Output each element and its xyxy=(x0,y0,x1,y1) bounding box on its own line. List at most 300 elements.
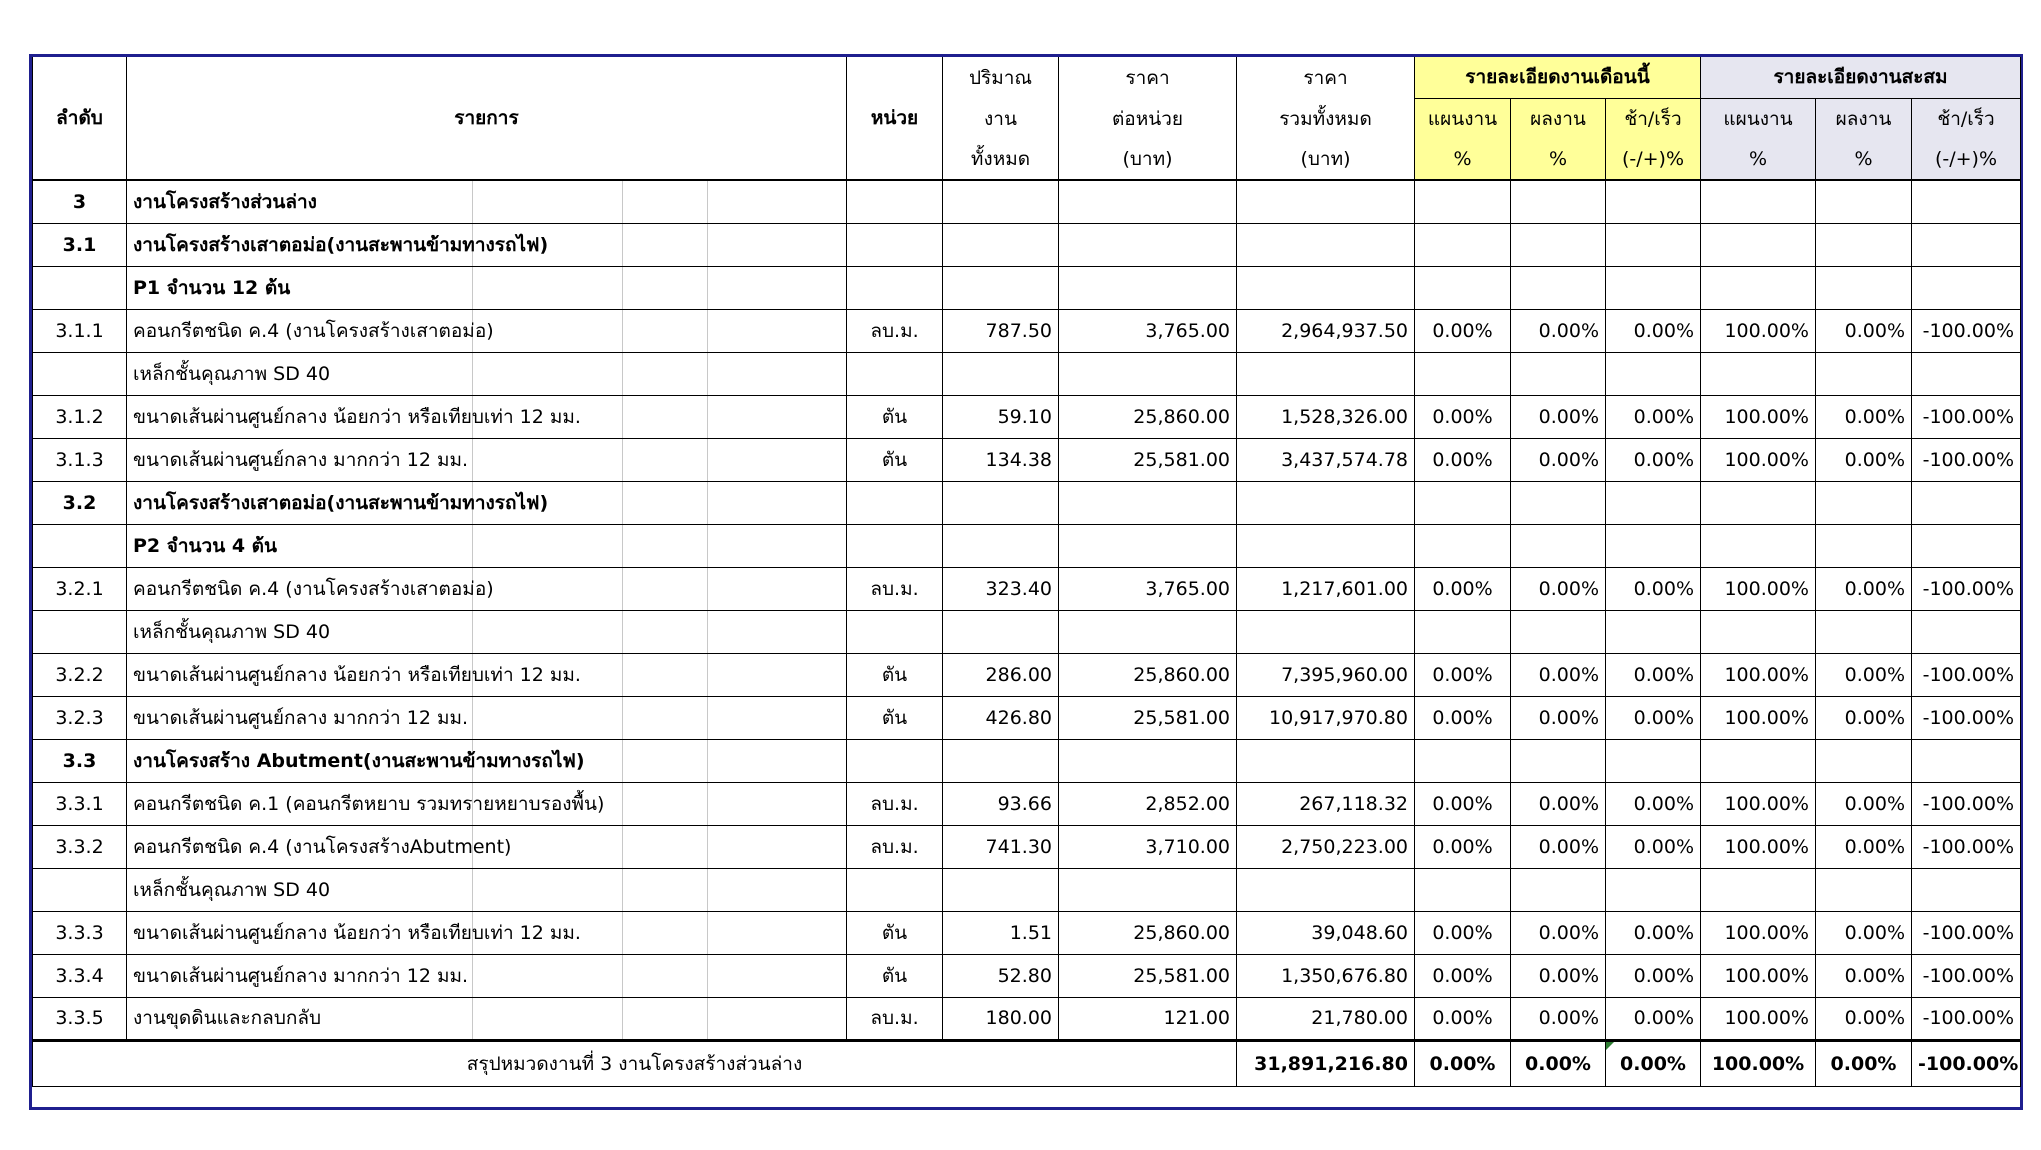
row-cum-diff xyxy=(1912,610,2021,653)
row-month-diff: 0.00% xyxy=(1606,309,1701,352)
row-month-diff xyxy=(1606,739,1701,782)
row-unit xyxy=(847,180,943,223)
row-unit-price xyxy=(1059,352,1237,395)
row-total-price: 7,395,960.00 xyxy=(1237,653,1415,696)
table-row xyxy=(33,395,2021,438)
row-qty: 134.38 xyxy=(943,438,1059,481)
table-row xyxy=(33,782,2021,825)
header-qty-2: งาน xyxy=(943,98,1059,139)
row-cum-plan xyxy=(1701,739,1816,782)
row-seq: 3.2 xyxy=(33,481,127,524)
row-seq: 3.3.2 xyxy=(33,825,127,868)
gridline xyxy=(622,568,623,610)
gridline xyxy=(707,740,708,782)
row-cum-diff xyxy=(1912,868,2021,911)
gridline xyxy=(707,826,708,868)
gridline xyxy=(472,181,473,223)
header-month-diff: ช้า/เร็ว xyxy=(1606,98,1701,139)
gridline xyxy=(622,998,623,1039)
row-desc-text: คอนกรีตชนิด ค.1 (คอนกรีตหยาบ รวมทรายหยาบรองพื้น) xyxy=(133,792,605,815)
gridline xyxy=(707,310,708,352)
row-cum-diff xyxy=(1912,266,2021,309)
table-row xyxy=(33,954,2021,997)
row-desc xyxy=(127,481,847,524)
row-unit: ตัน xyxy=(847,395,943,438)
row-month-plan xyxy=(1415,868,1511,911)
row-cum-result: 0.00% xyxy=(1816,567,1912,610)
row-qty: 1.51 xyxy=(943,911,1059,954)
row-qty: 323.40 xyxy=(943,567,1059,610)
gridline xyxy=(707,181,708,223)
gridline xyxy=(622,310,623,352)
gridline xyxy=(707,353,708,395)
gridline xyxy=(622,697,623,739)
row-total-price: 2,964,937.50 xyxy=(1237,309,1415,352)
gridline xyxy=(472,955,473,997)
summary-month-result: 0.00% xyxy=(1511,1040,1606,1086)
row-cum-result xyxy=(1816,352,1912,395)
gridline xyxy=(472,353,473,395)
gridline xyxy=(472,697,473,739)
gridline xyxy=(622,955,623,997)
row-month-result xyxy=(1511,223,1606,266)
row-qty xyxy=(943,868,1059,911)
row-seq: 3.3.3 xyxy=(33,911,127,954)
gridline xyxy=(472,525,473,567)
table-row xyxy=(33,868,2021,911)
row-seq: 3.2.3 xyxy=(33,696,127,739)
table-row xyxy=(33,653,2021,696)
header-cum-diff: ช้า/เร็ว xyxy=(1912,98,2021,139)
table-row xyxy=(33,352,2021,395)
row-month-result: 0.00% xyxy=(1511,911,1606,954)
row-cum-diff: -100.00% xyxy=(1912,653,2021,696)
row-total-price: 1,217,601.00 xyxy=(1237,567,1415,610)
row-unit-price: 25,581.00 xyxy=(1059,438,1237,481)
row-desc-text: ขนาดเส้นผ่านศูนย์กลาง น้อยกว่า หรือเทียบเท่า 12 มม. xyxy=(133,663,581,686)
header-month-plan: แผนงาน xyxy=(1415,98,1511,139)
row-desc-text: คอนกรีตชนิด ค.4 (งานโครงสร้างเสาตอม่อ) xyxy=(133,319,494,342)
table-row xyxy=(33,438,2021,481)
row-desc-text: ขนาดเส้นผ่านศูนย์กลาง มากกว่า 12 มม. xyxy=(133,706,469,729)
row-month-plan: 0.00% xyxy=(1415,782,1511,825)
row-desc xyxy=(127,739,847,782)
header-month-result: ผลงาน xyxy=(1511,98,1606,139)
row-desc xyxy=(127,610,847,653)
row-cum-plan: 100.00% xyxy=(1701,653,1816,696)
row-cum-diff: -100.00% xyxy=(1912,782,2021,825)
row-month-plan xyxy=(1415,524,1511,567)
row-month-plan xyxy=(1415,180,1511,223)
row-month-result: 0.00% xyxy=(1511,395,1606,438)
row-cum-diff: -100.00% xyxy=(1912,309,2021,352)
row-month-diff xyxy=(1606,223,1701,266)
row-cum-result: 0.00% xyxy=(1816,825,1912,868)
row-seq: 3.3.4 xyxy=(33,954,127,997)
row-seq: 3.3 xyxy=(33,739,127,782)
row-desc xyxy=(127,782,847,825)
row-unit-price: 2,852.00 xyxy=(1059,782,1237,825)
row-cum-plan xyxy=(1701,352,1816,395)
header-row-1 xyxy=(33,57,2021,98)
row-cum-plan xyxy=(1701,266,1816,309)
row-cum-plan xyxy=(1701,223,1816,266)
gridline xyxy=(622,826,623,868)
row-cum-plan: 100.00% xyxy=(1701,911,1816,954)
summary-total: 31,891,216.80 xyxy=(1237,1040,1415,1086)
header-month-diff-unit: (-/+)% xyxy=(1606,139,1701,180)
row-cum-plan: 100.00% xyxy=(1701,567,1816,610)
row-desc-text: งานขุดดินและกลบกลับ xyxy=(133,1007,322,1029)
row-unit xyxy=(847,266,943,309)
row-cum-result: 0.00% xyxy=(1816,954,1912,997)
row-month-result xyxy=(1511,739,1606,782)
summary-cum-diff: -100.00% xyxy=(1912,1040,2021,1086)
row-unit xyxy=(847,223,943,266)
row-month-result xyxy=(1511,868,1606,911)
row-unit xyxy=(847,481,943,524)
row-month-plan: 0.00% xyxy=(1415,954,1511,997)
row-month-plan xyxy=(1415,610,1511,653)
row-total-price xyxy=(1237,223,1415,266)
header-price-2: ต่อหน่วย xyxy=(1059,98,1237,139)
table-row xyxy=(33,825,2021,868)
row-desc xyxy=(127,825,847,868)
row-month-result xyxy=(1511,352,1606,395)
row-cum-result: 0.00% xyxy=(1816,653,1912,696)
gridline xyxy=(472,439,473,481)
row-unit: ตัน xyxy=(847,653,943,696)
row-desc-text: เหล็กชั้นคุณภาพ SD 40 xyxy=(133,878,331,901)
row-seq: 3.2.2 xyxy=(33,653,127,696)
row-unit: ลบ.ม. xyxy=(847,782,943,825)
row-month-plan xyxy=(1415,223,1511,266)
row-desc xyxy=(127,309,847,352)
row-unit-price xyxy=(1059,610,1237,653)
row-desc-text: งานโครงสร้างเสาตอม่อ(งานสะพานข้ามทางรถไฟ) xyxy=(133,233,549,256)
row-qty: 426.80 xyxy=(943,696,1059,739)
gridline xyxy=(472,611,473,653)
row-month-diff: 0.00% xyxy=(1606,696,1701,739)
gridline xyxy=(472,869,473,911)
gridline xyxy=(622,912,623,954)
row-total-price xyxy=(1237,739,1415,782)
row-month-plan: 0.00% xyxy=(1415,653,1511,696)
row-seq: 3.1.1 xyxy=(33,309,127,352)
row-desc-text: ขนาดเส้นผ่านศูนย์กลาง มากกว่า 12 มม. xyxy=(133,448,469,471)
row-seq xyxy=(33,266,127,309)
row-qty xyxy=(943,266,1059,309)
row-cum-plan: 100.00% xyxy=(1701,825,1816,868)
gridline xyxy=(707,267,708,309)
row-month-result xyxy=(1511,524,1606,567)
row-unit: ลบ.ม. xyxy=(847,997,943,1040)
row-month-diff: 0.00% xyxy=(1606,567,1701,610)
summary-cum-result: 0.00% xyxy=(1816,1040,1912,1086)
row-unit-price: 25,581.00 xyxy=(1059,954,1237,997)
row-month-result: 0.00% xyxy=(1511,997,1606,1040)
row-seq: 3.1 xyxy=(33,223,127,266)
row-total-price xyxy=(1237,868,1415,911)
summary-month-diff: 0.00% xyxy=(1606,1040,1701,1086)
row-unit-price xyxy=(1059,868,1237,911)
row-month-diff xyxy=(1606,266,1701,309)
row-month-diff: 0.00% xyxy=(1606,825,1701,868)
row-cum-result xyxy=(1816,610,1912,653)
table-row xyxy=(33,567,2021,610)
row-unit-price xyxy=(1059,180,1237,223)
row-cum-result: 0.00% xyxy=(1816,997,1912,1040)
boq-table xyxy=(32,57,2021,1087)
row-cum-plan: 100.00% xyxy=(1701,309,1816,352)
row-desc xyxy=(127,180,847,223)
gridline xyxy=(622,267,623,309)
row-qty: 787.50 xyxy=(943,309,1059,352)
gridline xyxy=(707,224,708,266)
gridline xyxy=(622,224,623,266)
row-desc xyxy=(127,868,847,911)
row-cum-result: 0.00% xyxy=(1816,911,1912,954)
row-month-plan: 0.00% xyxy=(1415,567,1511,610)
row-unit-price: 25,581.00 xyxy=(1059,696,1237,739)
row-unit xyxy=(847,524,943,567)
row-cum-diff xyxy=(1912,180,2021,223)
row-qty: 180.00 xyxy=(943,997,1059,1040)
row-month-plan: 0.00% xyxy=(1415,395,1511,438)
row-desc-text: คอนกรีตชนิด ค.4 (งานโครงสร้างAbutment) xyxy=(133,835,512,858)
row-qty xyxy=(943,352,1059,395)
row-month-diff xyxy=(1606,352,1701,395)
row-month-diff xyxy=(1606,868,1701,911)
row-unit-price: 25,860.00 xyxy=(1059,395,1237,438)
gridline xyxy=(707,611,708,653)
header-cum-result-unit: % xyxy=(1816,139,1912,180)
header-item: รายการ xyxy=(127,57,847,180)
row-cum-diff: -100.00% xyxy=(1912,567,2021,610)
row-unit xyxy=(847,610,943,653)
row-total-price xyxy=(1237,266,1415,309)
row-cum-diff xyxy=(1912,481,2021,524)
row-cum-plan: 100.00% xyxy=(1701,997,1816,1040)
row-unit: ตัน xyxy=(847,696,943,739)
header-unit: หน่วย xyxy=(847,57,943,180)
row-unit: ตัน xyxy=(847,954,943,997)
row-cum-plan: 100.00% xyxy=(1701,395,1816,438)
row-cum-diff xyxy=(1912,524,2021,567)
header-qty-3: ทั้งหมด xyxy=(943,139,1059,180)
table-row xyxy=(33,223,2021,266)
header-total-3: (บาท) xyxy=(1237,139,1415,180)
row-unit-price xyxy=(1059,481,1237,524)
row-month-plan: 0.00% xyxy=(1415,825,1511,868)
row-unit xyxy=(847,352,943,395)
summary-row xyxy=(33,1040,2021,1086)
row-cum-plan xyxy=(1701,524,1816,567)
table-row xyxy=(33,696,2021,739)
row-unit-price: 25,860.00 xyxy=(1059,911,1237,954)
row-cum-diff: -100.00% xyxy=(1912,825,2021,868)
row-total-price xyxy=(1237,180,1415,223)
table-row xyxy=(33,481,2021,524)
row-unit-price xyxy=(1059,266,1237,309)
row-cum-plan xyxy=(1701,610,1816,653)
row-desc-text: งานโครงสร้างเสาตอม่อ(งานสะพานข้ามทางรถไฟ) xyxy=(133,491,549,514)
row-qty: 52.80 xyxy=(943,954,1059,997)
header-month-result-unit: % xyxy=(1511,139,1606,180)
row-total-price xyxy=(1237,524,1415,567)
row-month-diff: 0.00% xyxy=(1606,954,1701,997)
row-qty: 741.30 xyxy=(943,825,1059,868)
row-cum-result xyxy=(1816,180,1912,223)
row-desc-text: งานโครงสร้าง Abutment(งานสะพานข้ามทางรถไฟ) xyxy=(133,749,585,772)
row-seq xyxy=(33,524,127,567)
row-month-plan xyxy=(1415,266,1511,309)
row-cum-diff: -100.00% xyxy=(1912,696,2021,739)
row-qty xyxy=(943,739,1059,782)
row-seq: 3.1.2 xyxy=(33,395,127,438)
row-cum-result: 0.00% xyxy=(1816,395,1912,438)
gridline xyxy=(622,654,623,696)
row-desc-text: งานโครงสร้างส่วนล่าง xyxy=(133,190,317,213)
row-month-result: 0.00% xyxy=(1511,825,1606,868)
row-month-diff xyxy=(1606,481,1701,524)
row-total-price: 39,048.60 xyxy=(1237,911,1415,954)
row-desc-text: P2 จำนวน 4 ต้น xyxy=(133,534,277,557)
gridline xyxy=(622,181,623,223)
gridline xyxy=(472,998,473,1039)
table-row xyxy=(33,739,2021,782)
row-cum-diff xyxy=(1912,352,2021,395)
gridline xyxy=(472,267,473,309)
row-desc-text: P1 จำนวน 12 ต้น xyxy=(133,276,291,299)
row-cum-result xyxy=(1816,223,1912,266)
row-month-plan: 0.00% xyxy=(1415,309,1511,352)
row-unit-price: 3,765.00 xyxy=(1059,567,1237,610)
gridline xyxy=(622,525,623,567)
row-desc-text: ขนาดเส้นผ่านศูนย์กลาง น้อยกว่า หรือเทียบเท่า 12 มม. xyxy=(133,405,581,428)
row-qty: 286.00 xyxy=(943,653,1059,696)
row-cum-result xyxy=(1816,739,1912,782)
row-cum-diff xyxy=(1912,223,2021,266)
row-qty xyxy=(943,524,1059,567)
row-unit-price xyxy=(1059,524,1237,567)
gridline xyxy=(622,611,623,653)
header-cum-result: ผลงาน xyxy=(1816,98,1912,139)
row-total-price: 2,750,223.00 xyxy=(1237,825,1415,868)
row-desc xyxy=(127,567,847,610)
row-cum-plan xyxy=(1701,481,1816,524)
row-month-plan: 0.00% xyxy=(1415,911,1511,954)
row-cum-result: 0.00% xyxy=(1816,438,1912,481)
header-price-1: ราคา xyxy=(1059,57,1237,98)
header-qty-1: ปริมาณ xyxy=(943,57,1059,98)
table-row xyxy=(33,309,2021,352)
gridline xyxy=(707,482,708,524)
row-month-result: 0.00% xyxy=(1511,438,1606,481)
row-qty: 59.10 xyxy=(943,395,1059,438)
row-desc-text: ขนาดเส้นผ่านศูนย์กลาง น้อยกว่า หรือเทียบเท่า 12 มม. xyxy=(133,921,581,944)
row-month-result xyxy=(1511,266,1606,309)
row-desc xyxy=(127,266,847,309)
gridline xyxy=(622,783,623,825)
row-seq xyxy=(33,610,127,653)
row-unit xyxy=(847,868,943,911)
row-seq: 3.3.1 xyxy=(33,782,127,825)
row-cum-plan: 100.00% xyxy=(1701,696,1816,739)
row-unit-price: 3,765.00 xyxy=(1059,309,1237,352)
row-desc xyxy=(127,954,847,997)
row-month-plan xyxy=(1415,739,1511,782)
row-total-price: 21,780.00 xyxy=(1237,997,1415,1040)
row-cum-diff xyxy=(1912,739,2021,782)
gridline xyxy=(622,353,623,395)
row-total-price: 3,437,574.78 xyxy=(1237,438,1415,481)
row-desc-text: เหล็กชั้นคุณภาพ SD 40 xyxy=(133,620,331,643)
row-desc xyxy=(127,696,847,739)
row-month-diff: 0.00% xyxy=(1606,395,1701,438)
row-seq xyxy=(33,352,127,395)
row-month-plan: 0.00% xyxy=(1415,696,1511,739)
row-desc-text: เหล็กชั้นคุณภาพ SD 40 xyxy=(133,362,331,385)
row-unit-price: 25,860.00 xyxy=(1059,653,1237,696)
row-desc xyxy=(127,395,847,438)
row-unit-price xyxy=(1059,739,1237,782)
table-row xyxy=(33,997,2021,1040)
row-cum-diff: -100.00% xyxy=(1912,395,2021,438)
row-month-diff: 0.00% xyxy=(1606,911,1701,954)
table-row xyxy=(33,266,2021,309)
table-row xyxy=(33,911,2021,954)
gridline xyxy=(707,869,708,911)
row-qty xyxy=(943,180,1059,223)
row-unit: ตัน xyxy=(847,911,943,954)
gridline xyxy=(622,482,623,524)
row-total-price xyxy=(1237,352,1415,395)
row-qty xyxy=(943,610,1059,653)
row-desc xyxy=(127,653,847,696)
row-cum-plan: 100.00% xyxy=(1701,782,1816,825)
gridline xyxy=(707,697,708,739)
row-cum-plan: 100.00% xyxy=(1701,438,1816,481)
summary-cum-plan: 100.00% xyxy=(1701,1040,1816,1086)
gridline xyxy=(707,525,708,567)
row-total-price xyxy=(1237,610,1415,653)
row-cum-result xyxy=(1816,481,1912,524)
row-unit: ลบ.ม. xyxy=(847,309,943,352)
row-month-plan: 0.00% xyxy=(1415,997,1511,1040)
row-qty: 93.66 xyxy=(943,782,1059,825)
row-month-result: 0.00% xyxy=(1511,653,1606,696)
row-cum-plan: 100.00% xyxy=(1701,954,1816,997)
row-cum-diff: -100.00% xyxy=(1912,954,2021,997)
header-total-2: รวมทั้งหมด xyxy=(1237,98,1415,139)
row-seq: 3 xyxy=(33,180,127,223)
row-cum-plan xyxy=(1701,180,1816,223)
header-cum-plan-unit: % xyxy=(1701,139,1816,180)
row-month-result: 0.00% xyxy=(1511,567,1606,610)
row-cum-result: 0.00% xyxy=(1816,309,1912,352)
header-price-3: (บาท) xyxy=(1059,139,1237,180)
row-cum-diff: -100.00% xyxy=(1912,911,2021,954)
row-month-result: 0.00% xyxy=(1511,954,1606,997)
row-cum-result xyxy=(1816,524,1912,567)
row-desc xyxy=(127,438,847,481)
gridline xyxy=(622,869,623,911)
gridline xyxy=(707,955,708,997)
row-month-result: 0.00% xyxy=(1511,309,1606,352)
header-seq: ลำดับ xyxy=(33,57,127,180)
row-unit-price: 3,710.00 xyxy=(1059,825,1237,868)
